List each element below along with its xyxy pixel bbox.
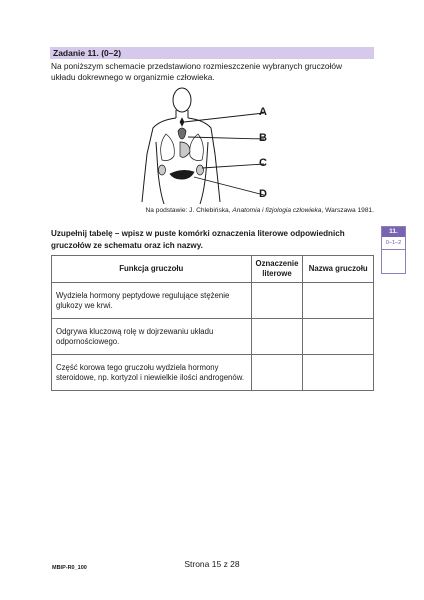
task-title: Zadanie 11. (0–2) bbox=[53, 48, 122, 58]
header-name: Nazwa gruczołu bbox=[303, 256, 374, 283]
answer-mark-cell[interactable] bbox=[251, 319, 303, 355]
header-mark: Oznaczenie literowe bbox=[251, 256, 303, 283]
diagram-label-b: B bbox=[259, 132, 267, 144]
document-code: MBIP-R0_100 bbox=[52, 565, 87, 571]
source-suffix: , Warszawa 1981. bbox=[321, 207, 374, 214]
diagram-label-d: D bbox=[259, 188, 267, 200]
answer-name-cell[interactable] bbox=[303, 355, 374, 391]
task-intro: Na poniższym schemacie przedstawiono rozmieszczenie wybranych gruczołów układu dokrewnego w organizmie człowieka. bbox=[51, 61, 342, 82]
answer-mark-cell[interactable] bbox=[251, 283, 303, 319]
row-function: Odgrywa kluczową rolę w dojrzewaniu układu odpornościowego. bbox=[52, 319, 252, 355]
header-function: Funkcja gruczołu bbox=[52, 256, 252, 283]
human-torso-illustration bbox=[120, 82, 280, 204]
table-row bbox=[52, 283, 374, 319]
page-number: Strona 15 z 28 bbox=[184, 559, 240, 569]
task-instruction: Uzupełnij tabelę – wpisz w puste komórki oznaczenia literowe odpowiednich gruczołów ze schematu oraz ich nazwy. bbox=[51, 229, 345, 250]
table-header-row bbox=[52, 256, 374, 283]
diagram-label-c: C bbox=[259, 157, 267, 169]
score-box-number: 11. bbox=[382, 227, 405, 237]
table-row bbox=[52, 319, 374, 355]
source-title: Anatomia i fizjologia człowieka bbox=[232, 207, 322, 214]
answer-table bbox=[51, 255, 374, 391]
answer-name-cell[interactable] bbox=[303, 283, 374, 319]
endocrine-diagram bbox=[120, 82, 280, 204]
row-function: Wydziela hormony peptydowe regulujące stężenie glukozy we krwi. bbox=[52, 283, 252, 319]
figure-source bbox=[146, 207, 374, 214]
score-box-scale: 0–1–2 bbox=[382, 238, 405, 250]
diagram-label-a: A bbox=[259, 106, 267, 118]
table-row bbox=[52, 355, 374, 391]
answer-name-cell[interactable] bbox=[303, 319, 374, 355]
row-function: Część korowa tego gruczołu wydziela hormony steroidowe, np. kortyzol i niewielkie ilości androgenów. bbox=[52, 355, 252, 391]
score-box bbox=[381, 226, 406, 274]
source-prefix: Na podstawie: J. Chlebińska, bbox=[145, 207, 233, 214]
answer-mark-cell[interactable] bbox=[251, 355, 303, 391]
